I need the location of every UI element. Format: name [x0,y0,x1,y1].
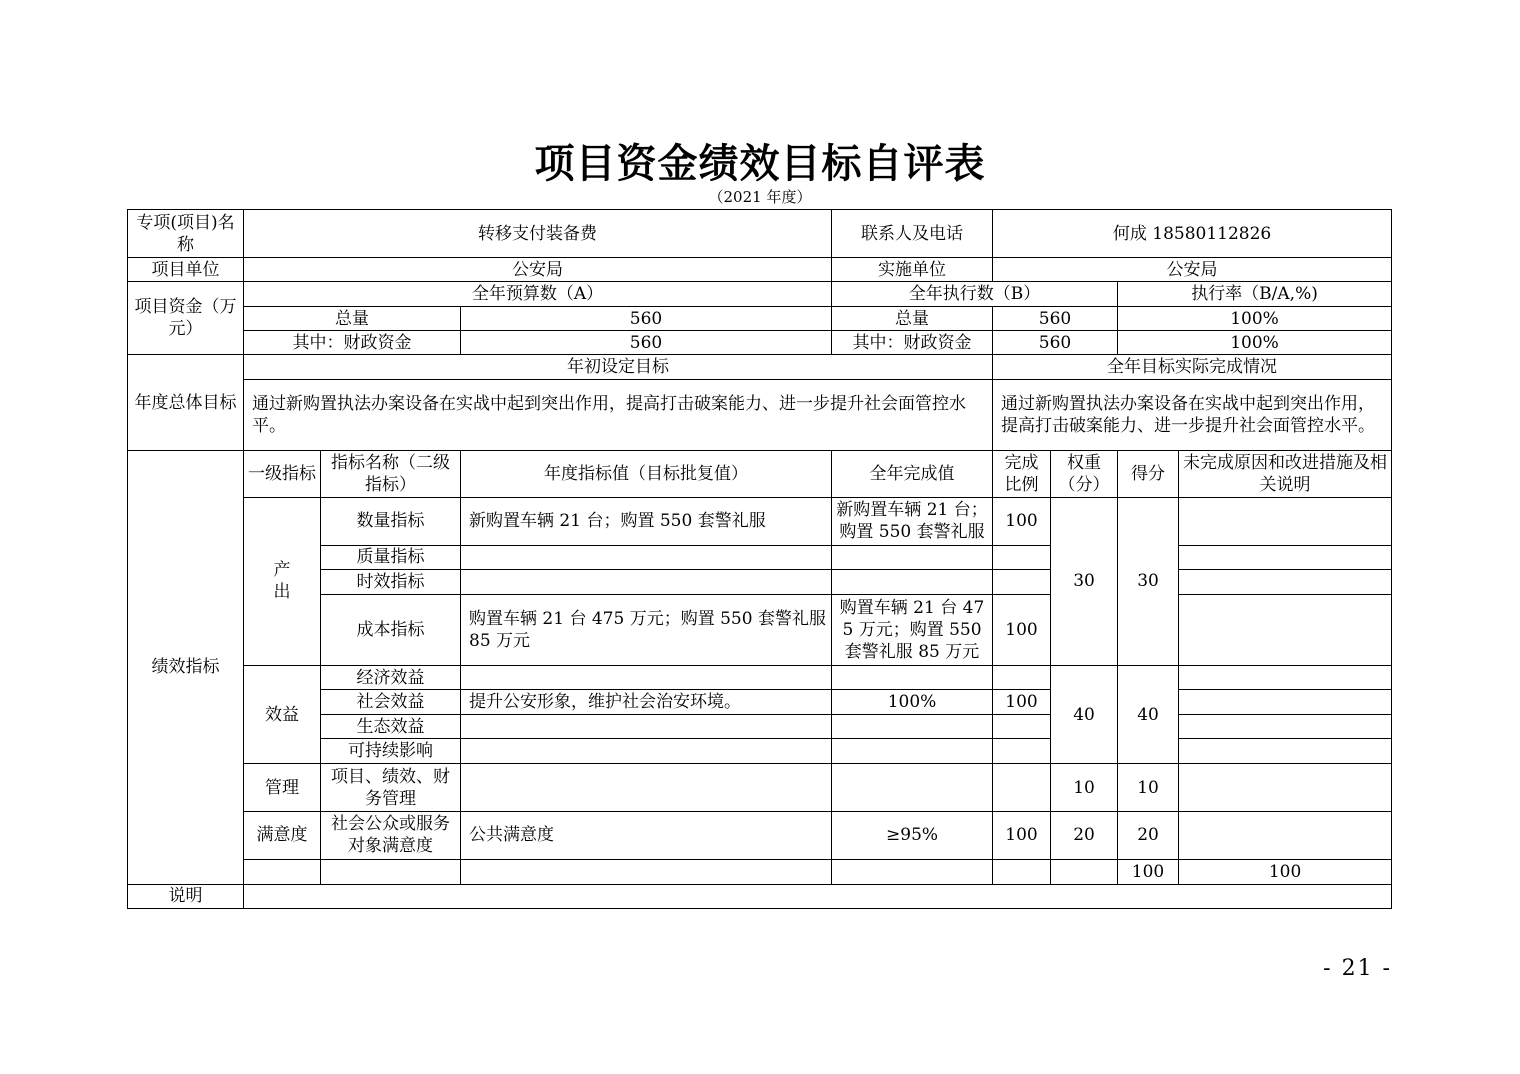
empty-cell [1051,859,1118,884]
indicator-completed [832,545,993,569]
indicator-target [461,545,832,569]
indicator-completed [832,715,993,739]
indicator-ratio: 100 [993,690,1051,715]
indicator-target: 购置车辆 21 台 475 万元；购置 550 套警礼服 85 万元 [461,595,832,666]
table-row [128,331,1392,355]
budget-header: 全年预算数（A） [244,282,832,307]
table-row [128,497,1392,545]
table-row [128,355,1392,380]
page-title: 项目资金绩效目标自评表 [534,140,986,187]
indicator-ratio: 100 [993,497,1051,545]
goals-label: 年度总体目标 [128,355,244,450]
empty-cell [993,859,1051,884]
benefit-weight: 40 [1051,666,1118,764]
note-label: 说明 [128,884,244,908]
table-row [128,450,1392,497]
empty-cell [461,859,832,884]
note-value [244,884,1392,908]
table-row [128,282,1392,307]
indicator-ratio [993,739,1051,764]
output-weight: 30 [1051,497,1118,665]
total-label-exec: 总量 [832,307,993,331]
indicator-name: 时效指标 [321,569,461,594]
indicator-ratio [993,545,1051,569]
indicator-target [461,569,832,594]
empty-cell [321,859,461,884]
actual-goal-text: 通过新购置执法办案设备在实战中起到突出作用，提高打击破案能力、进一步提升社会面管控水平。 [993,380,1392,450]
table-row [128,210,1392,258]
score-header: 得分 [1118,450,1179,497]
exec-header: 全年执行数（B） [832,282,1118,307]
indicator-completed [832,764,993,811]
funds-label: 项目资金（万元） [128,282,244,355]
indicator-name: 项目、绩效、财务管理 [321,764,461,811]
indicator-reason [1179,764,1392,811]
indicator-target [461,739,832,764]
benefit-score: 40 [1118,666,1179,764]
fiscal-label: 其中：财政资金 [244,331,461,355]
total-label: 总量 [244,307,461,331]
table-row [128,666,1392,690]
benefit-label: 效益 [244,666,321,764]
project-unit-label: 项目单位 [128,258,244,282]
rate-header: 执行率（B/A,%) [1118,282,1392,307]
contact-value: 何成 18580112826 [993,210,1392,258]
empty-cell [244,859,321,884]
indicator-reason [1179,715,1392,739]
indicator-reason [1179,666,1392,690]
table-row [128,258,1392,282]
indicator-ratio: 100 [993,595,1051,666]
table-row [128,811,1392,859]
total-exec: 560 [993,307,1118,331]
indicator-name: 社会效益 [321,690,461,715]
contact-label: 联系人及电话 [832,210,993,258]
table-row [128,380,1392,450]
level1-header: 一级指标 [244,450,321,497]
indicator-completed [832,739,993,764]
impl-unit-label: 实施单位 [832,258,993,282]
indicator-name: 成本指标 [321,595,461,666]
indicator-target [461,666,832,690]
output-score: 30 [1118,497,1179,665]
indicator-completed [832,666,993,690]
project-name-value: 转移支付装备费 [244,210,832,258]
completed-header: 全年完成值 [832,450,993,497]
ratio-header: 完成比例 [993,450,1051,497]
total-score: 100 [1179,859,1392,884]
actual-goal-header: 全年目标实际完成情况 [993,355,1392,380]
reason-header: 未完成原因和改进措施及相关说明 [1179,450,1392,497]
total-rate: 100% [1118,307,1392,331]
indicator-ratio: 100 [993,811,1051,859]
project-unit-value: 公安局 [244,258,832,282]
management-score: 10 [1118,764,1179,811]
indicator-ratio [993,569,1051,594]
impl-unit-value: 公安局 [993,258,1392,282]
indicator-reason [1179,545,1392,569]
indicator-name: 数量指标 [321,497,461,545]
indicator-completed [832,569,993,594]
self-evaluation-table [127,209,1392,909]
total-budget: 560 [461,307,832,331]
indicator-ratio [993,666,1051,690]
management-label: 管理 [244,764,321,811]
target-header: 年度指标值（目标批复值） [461,450,832,497]
output-label: 产 出 [244,497,321,665]
indicator-ratio [993,764,1051,811]
indicator-reason [1179,739,1392,764]
fiscal-budget: 560 [461,331,832,355]
fiscal-rate: 100% [1118,331,1392,355]
indicator-reason [1179,690,1392,715]
indicator-reason [1179,497,1392,545]
indicator-reason [1179,811,1392,859]
management-weight: 10 [1051,764,1118,811]
indicator-reason [1179,595,1392,666]
total-weight: 100 [1118,859,1179,884]
indicator-name: 可持续影响 [321,739,461,764]
page-subtitle: （2021 年度） [708,188,812,206]
table-row [128,307,1392,331]
level2-header: 指标名称（二级指标） [321,450,461,497]
indicator-completed: 新购置车辆 21 台；购置 550 套警礼服 [832,497,993,545]
indicator-name: 生态效益 [321,715,461,739]
indicator-completed: ≥95% [832,811,993,859]
empty-cell [832,859,993,884]
totals-row [128,859,1392,884]
indicator-completed: 100% [832,690,993,715]
fiscal-label-exec: 其中：财政资金 [832,331,993,355]
initial-goal-header: 年初设定目标 [244,355,993,380]
fiscal-exec: 560 [993,331,1118,355]
indicator-target: 新购置车辆 21 台；购置 550 套警礼服 [461,497,832,545]
indicator-name: 社会公众或服务对象满意度 [321,811,461,859]
page-number: - 21 - [1323,956,1392,981]
satisfaction-label: 满意度 [244,811,321,859]
perf-label: 绩效指标 [128,450,244,884]
note-row [128,884,1392,908]
indicator-reason [1179,569,1392,594]
indicator-target: 提升公安形象，维护社会治安环境。 [461,690,832,715]
project-name-label: 专项(项目)名称 [128,210,244,258]
indicator-target: 公共满意度 [461,811,832,859]
indicator-target [461,764,832,811]
indicator-completed: 购置车辆 21 台 475 万元；购置 550 套警礼服 85 万元 [832,595,993,666]
weight-header: 权重（分） [1051,450,1118,497]
initial-goal-text: 通过新购置执法办案设备在实战中起到突出作用，提高打击破案能力、进一步提升社会面管控水平。 [244,380,993,450]
satisfaction-weight: 20 [1051,811,1118,859]
indicator-name: 经济效益 [321,666,461,690]
satisfaction-score: 20 [1118,811,1179,859]
table-row [128,764,1392,811]
indicator-name: 质量指标 [321,545,461,569]
indicator-ratio [993,715,1051,739]
indicator-target [461,715,832,739]
